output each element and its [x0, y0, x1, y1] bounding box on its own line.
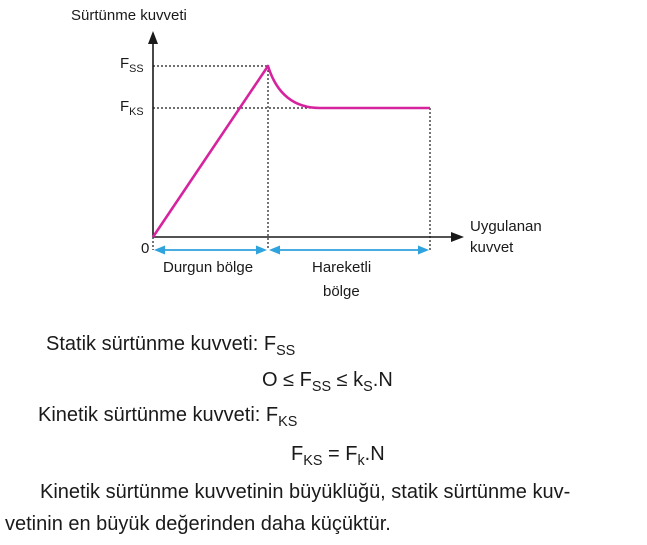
- conclusion-line-1: Kinetik sürtünme kuvvetinin büyüklüğü, statik sürtünme kuv-: [40, 481, 571, 503]
- kinetic-friction-definition-sub: KS: [278, 414, 298, 431]
- eq-part-c: .N: [364, 443, 385, 465]
- origin-label: 0: [141, 240, 150, 257]
- kinetic-friction-definition: [38, 404, 298, 431]
- friction-curve: [153, 66, 430, 237]
- eq-part-b: = F: [322, 443, 358, 465]
- static-friction-definition-text: Statik sürtünme kuvveti: F: [46, 333, 277, 355]
- fks-label: [120, 98, 144, 118]
- kinetic-region-arrowhead-left: [269, 246, 280, 255]
- x-axis-label-line1: Uygulanan: [470, 218, 542, 235]
- fss-label-sub: SS: [129, 62, 144, 75]
- kinetic-region-label-line2: bölge: [323, 283, 360, 300]
- kinetic-region-arrowhead-right: [418, 246, 429, 255]
- fss-label-main: F: [120, 55, 130, 72]
- static-friction-definition: [46, 333, 296, 360]
- ineq-sub-1: SS: [311, 379, 332, 396]
- ineq-part-a: O ≤ F: [262, 369, 312, 391]
- kinetic-region-label-line1: Hareketli: [312, 259, 372, 276]
- conclusion-line-2: vetinin en büyük değerinden daha küçüktür.: [5, 513, 391, 535]
- ineq-part-c: .N: [372, 369, 393, 391]
- eq-sub-1: KS: [303, 453, 323, 470]
- static-region-label: Durgun bölge: [163, 259, 254, 276]
- static-region-arrowhead-right: [256, 246, 267, 255]
- kinetic-friction-equation: [291, 443, 385, 470]
- ineq-sub-2: S: [363, 379, 373, 396]
- fks-label-main: F: [120, 98, 130, 115]
- y-axis-arrowhead: [148, 31, 158, 44]
- fks-label-sub: KS: [129, 105, 144, 118]
- static-friction-inequality: [262, 369, 393, 396]
- ineq-part-b: ≤ k: [331, 369, 364, 391]
- kinetic-friction-definition-text: Kinetik sürtünme kuvveti: F: [38, 404, 279, 426]
- y-axis-label: Sürtünme kuvveti: [71, 7, 187, 24]
- eq-sub-2: k: [357, 453, 365, 470]
- eq-part-a: F: [291, 443, 304, 465]
- x-axis-arrowhead: [451, 232, 464, 242]
- static-friction-definition-sub: SS: [276, 343, 296, 360]
- static-region-arrowhead-left: [154, 246, 165, 255]
- fss-label: [120, 55, 144, 75]
- x-axis-label-line2: kuvvet: [470, 239, 514, 256]
